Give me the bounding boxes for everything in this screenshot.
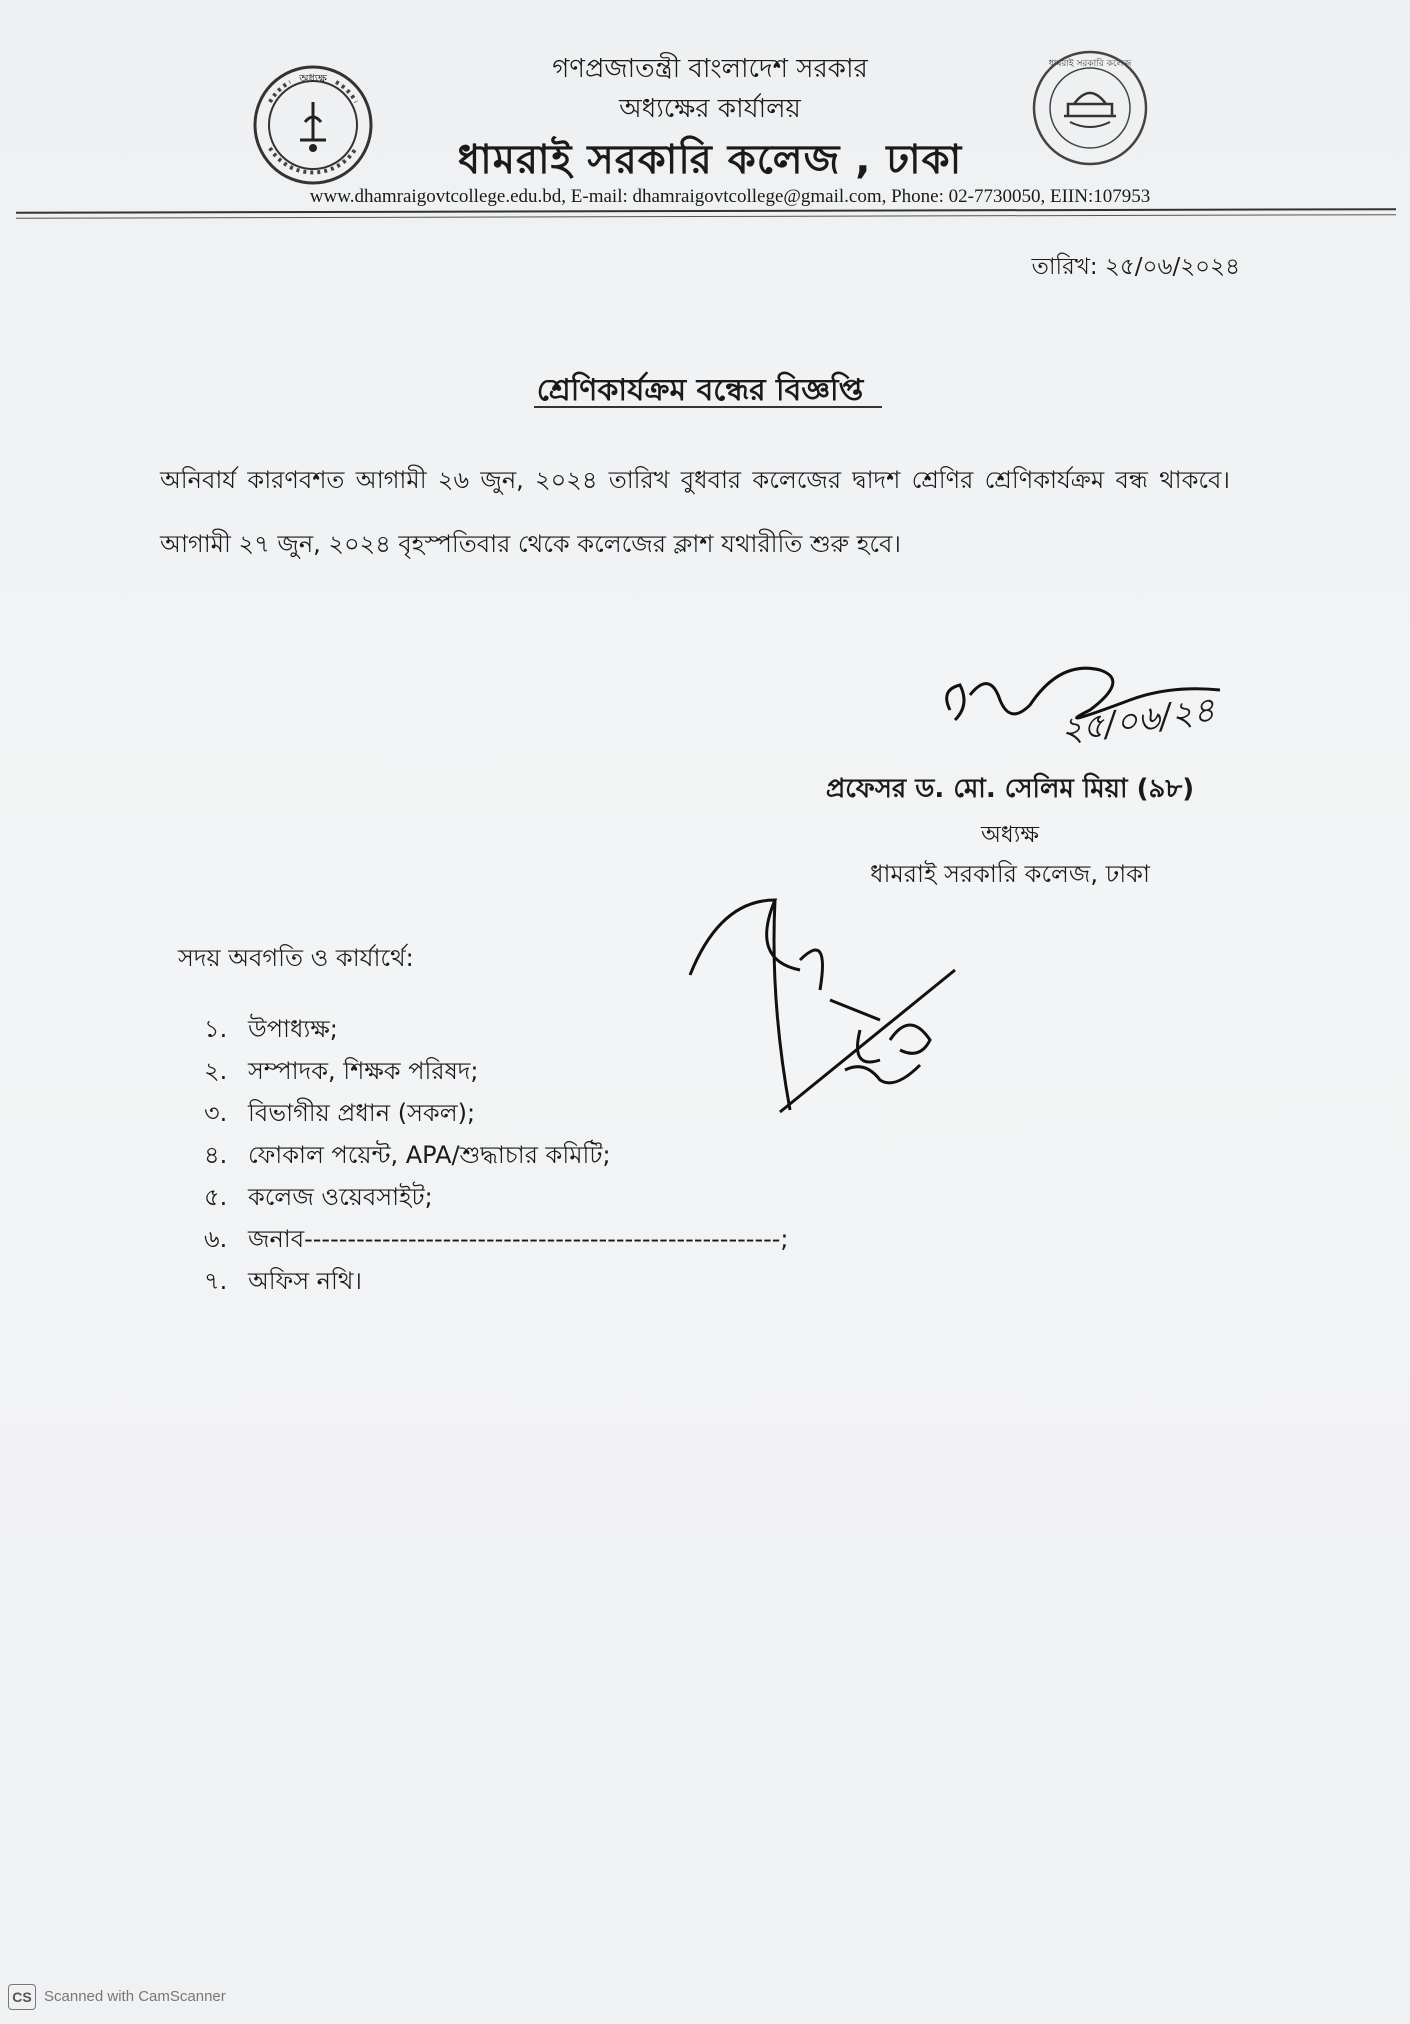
notice-title: শ্রেণিকার্যক্রম বন্ধের বিজ্ঞপ্তি [536, 373, 864, 408]
list-item: ৪. ফোকাল পয়েন্ট, APA/শুদ্ধাচার কমিটি; [204, 1141, 611, 1169]
list-item: ২. সম্পাদক, শিক্ষক পরিষদ; [204, 1057, 479, 1085]
header-divider-thin [16, 214, 1396, 219]
office-name: অধ্যক্ষের কার্যালয় [619, 94, 801, 124]
contact-line: www.dhamraigovtcollege.edu.bd, E-mail: dhamraigovtcollege@gmail.com, Phone: 02-7730050, EIIN:107953 [309, 186, 1151, 207]
right-seal-label: ধামরাই সরকারি কলেজ [1048, 59, 1132, 69]
list-item: ৩. বিভাগীয় প্রধান (সকল); [204, 1099, 476, 1127]
initial-signature-icon [680, 890, 970, 1120]
camscanner-logo: CS [8, 1984, 36, 2010]
issue-date: তারিখ: ২৫/০৬/২০২৪ [1031, 254, 1240, 280]
signatory-name: প্রফেসর ড. মো. সেলিম মিয়া (৯৮) [825, 774, 1195, 804]
list-item: ৭. অফিস নথি। [204, 1267, 362, 1295]
government-name: গণপ্রজাতন্ত্রী বাংলাদেশ সরকার [552, 54, 868, 84]
notice-body: অনিবার্য কারণবশত আগামী ২৬ জুন, ২০২৪ তারিখ বুধবার কলেজের দ্বাদশ শ্রেণির শ্রেণিকার্যক্রম বন্ধ থাকবে। আগামী ২৭ জুন, ২০২৪ বৃহস্পতিবার থেকে কলেজের ক্লাশ যথারীতি শুরু হবে। [160, 466, 1230, 558]
list-item: ১. উপাধ্যক্ষ; [204, 1015, 338, 1043]
college-name: ধামরাই সরকারি কলেজ , ঢাকা [457, 137, 963, 183]
left-seal-label: অধ্যক্ষ [299, 72, 327, 85]
signatory-title: অধ্যক্ষ [980, 822, 1040, 848]
list-item: ৫. কলেজ ওয়েবসাইট; [204, 1183, 433, 1211]
distribution-heading: সদয় অবগতি ও কার্যার্থে: [178, 944, 414, 972]
header-divider [16, 208, 1396, 214]
signatory-college: ধামরাই সরকারি কলেজ, ঢাকা [870, 860, 1150, 888]
list-item: ৬. জনাব-------------------------------------------------------; [204, 1225, 789, 1253]
scanner-watermark: Scanned with CamScanner [44, 1988, 226, 2005]
title-underline [534, 406, 882, 408]
handwritten-date: ২৫/০৬/২৪ [1057, 689, 1218, 752]
